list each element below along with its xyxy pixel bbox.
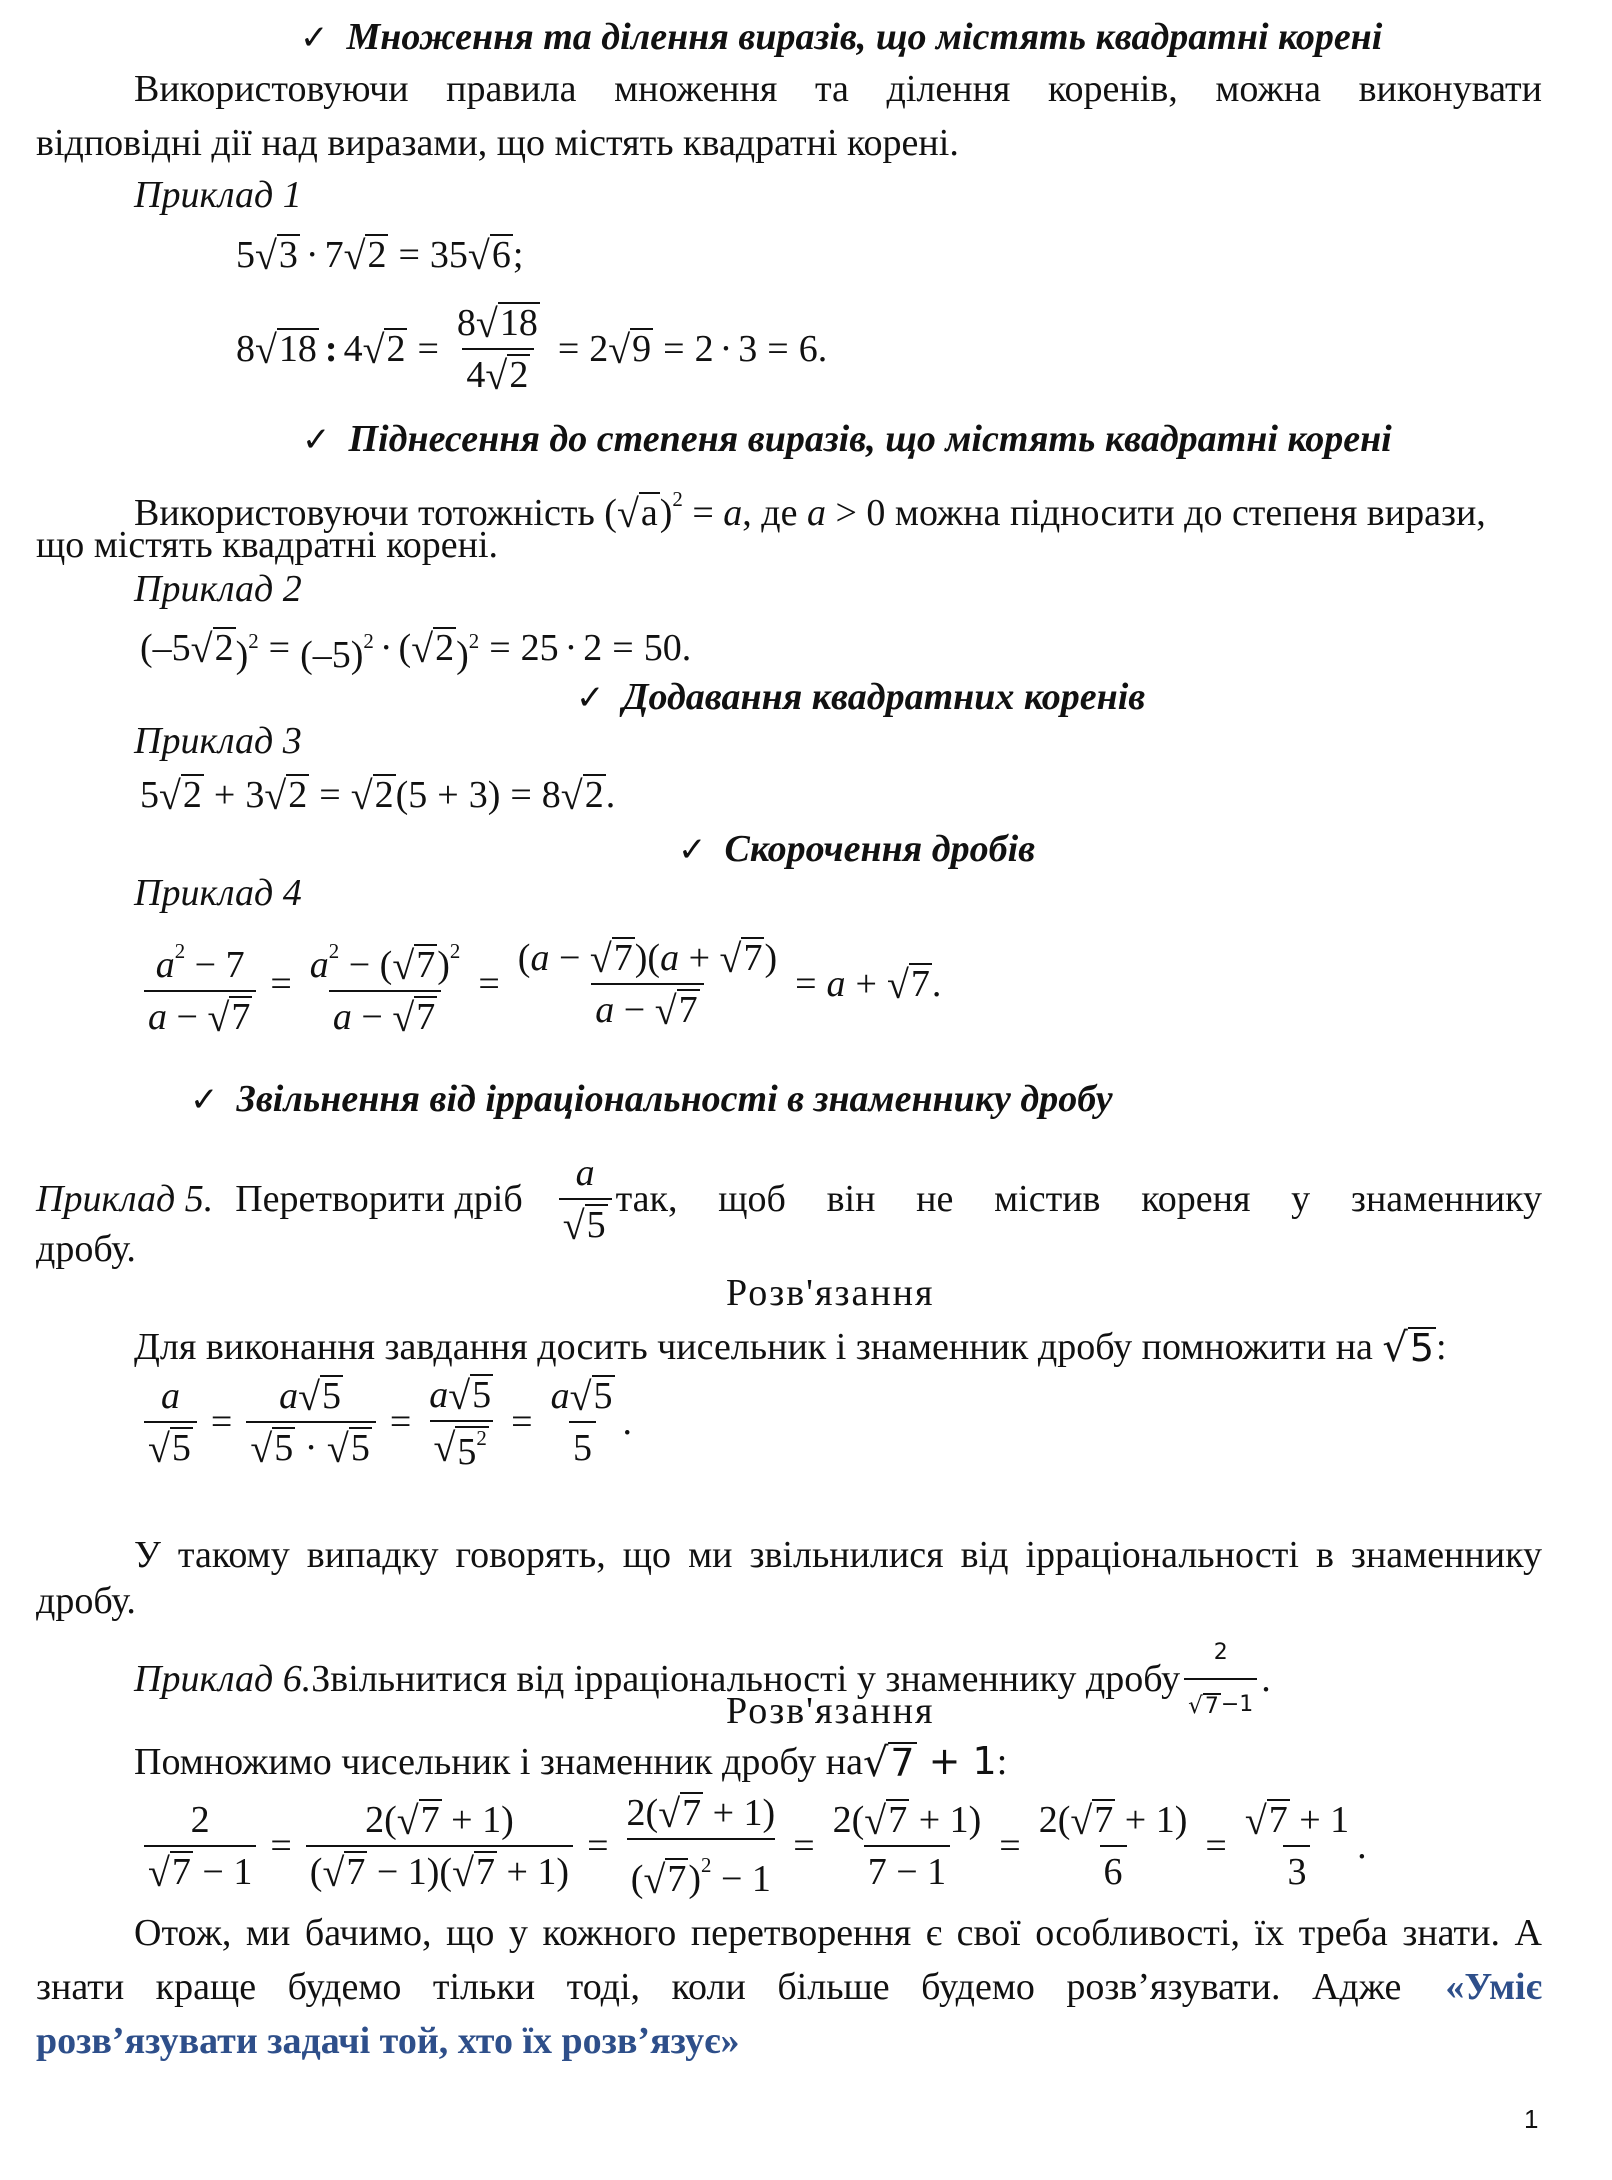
checkmark-icon: ✓ — [576, 678, 605, 718]
heading-multiplication-division: ✓ Множення та ділення виразів, що містять квадратні корені — [300, 16, 1383, 58]
example-4-formula: $a^2 - 7$ a − √ 7 = $a^2$ − ( √ 7 )$^2$ a − √ 7 = (a − √ 7 )(a + √ 7 ) a − √ 7 = a + √ 7 . — [140, 928, 941, 1040]
quote-start: «Уміє — [1445, 1966, 1542, 2008]
final-paragraph-line-2: знати краще будемо тільки тоді, коли більше будемо розв’язувати. Адже «Уміє — [36, 1966, 1542, 2008]
paragraph-1-line-2: відповідні дії над виразами, що містять квадратні корені. — [36, 122, 959, 164]
paragraph-2-line-2: що містять квадратні корені. — [36, 524, 499, 566]
example-2-formula: (–5 √ 2 )$^2$ = $(-5)^2$ · ( √ 2 )$^2$ = 25 · 2 = 50. — [140, 625, 692, 676]
heading-addition: ✓ Додавання квадратних коренів — [576, 676, 1146, 718]
example-4-label: Приклад 4 — [134, 872, 302, 914]
example-6-formula: 2 √ 7 − 1 = 2( √ 7 + 1) ( √ 7 − 1)( √ 7 + 1) = 2( √ 7 + 1) ( √ 7 )$^2$ − 1 = 2( √ 7 + 1) 7 − 1 = 2( √ 7 + 1) 6 = √ 7 + 1 3 . — [140, 1790, 1367, 1902]
checkmark-icon: ✓ — [302, 420, 331, 460]
paragraph-5-line-1: У такому випадку говорять, що ми звільнилися від ірраціональності в знаменнику — [134, 1534, 1542, 1576]
example-5-statement: Приклад 5. Перетворити дріб a √ 5 так, щоб він не містив кореня у знаменнику — [36, 1152, 1542, 1248]
example-6-statement: Приклад 6. Звільнитися від ірраціональності у знаменнику дробу 2 √ 7 −1 . — [134, 1630, 1271, 1728]
solution-6-text: Помножимо чисельник і знаменник дробу на √ 7 + 1: — [134, 1739, 1008, 1786]
example-2-label: Приклад 2 — [134, 568, 302, 610]
page-number: 1 — [1524, 2104, 1539, 2134]
paragraph-1-line-1: Використовуючи правила множення та ділення коренів, можна виконувати — [134, 68, 1542, 110]
heading-power: ✓ Піднесення до степеня виразів, що містять квадратні корені — [302, 418, 1392, 460]
example-3-formula: 5 √ 2 + 3 √ 2 = √ 2 (5 + 3) = 8 √ 2 . — [140, 773, 616, 819]
example-5-formula: a √ 5 = a √ 5 √ 5 · √ 5 = a √ 5 √ $5^2$ = a √ 5 5 . — [140, 1372, 632, 1473]
solution-heading-5: Розв'язання — [726, 1272, 935, 1314]
checkmark-icon: ✓ — [678, 830, 707, 870]
example-3-label: Приклад 3 — [134, 720, 302, 762]
quote-end: розв’язувати задачі той, хто їх розв’язує» — [36, 2020, 740, 2062]
heading-irrationality: ✓ Звільнення від ірраціональності в знаменнику дробу — [190, 1078, 1113, 1120]
paragraph-5-line-2: дробу. — [36, 1580, 136, 1622]
solution-heading-6: Розв'язання — [726, 1690, 935, 1732]
example-5-line-2: дробу. — [36, 1228, 136, 1270]
heading-fraction-reduction: ✓ Скорочення дробів — [678, 828, 1036, 870]
paragraph-2-line-1: Використовуючи тотожність ( √ a )$^2$ = a, де a > 0 можна підносити до степеня вирази, — [134, 487, 1486, 536]
final-paragraph-line-1: Отож, ми бачимо, що у кожного перетворення є свої особливості, їх треба знати. А — [134, 1912, 1542, 1954]
solution-5-text: Для виконання завдання досить чисельник і знаменник дробу помножити на √ 5 : — [134, 1325, 1447, 1371]
checkmark-icon: ✓ — [190, 1080, 219, 1120]
example-1-label: Приклад 1 — [134, 174, 302, 216]
example-1-formula-1: 5 √ 3 · 7 √ 2 = 35 √ 6 ; — [236, 233, 524, 279]
checkmark-icon: ✓ — [300, 18, 329, 58]
example-1-formula-2: 8 √ 18 : 4 √ 2 = 8 √ 18 4 √ 2 = 2 √ 9 = 2 · 3 = 6. — [236, 301, 828, 398]
